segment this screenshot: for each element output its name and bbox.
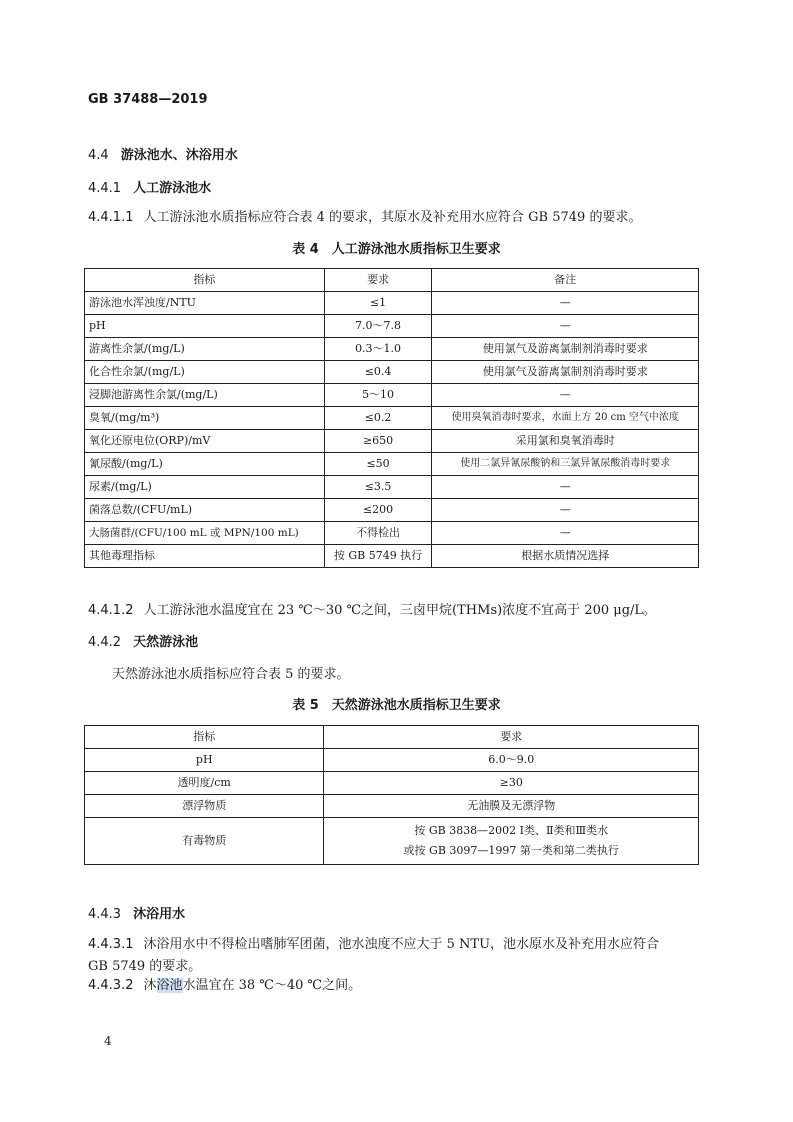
table-row xyxy=(85,545,699,568)
requirement-cell: 7.0～7.8 xyxy=(324,315,432,338)
section-number: 4.4.1 xyxy=(88,181,122,196)
requirement-cell: ≥650 xyxy=(324,430,432,453)
table-4 xyxy=(84,268,699,568)
clause-number: 4.4.3.2 xyxy=(88,978,134,993)
requirement-line: 或按 GB 3097—1997 第一类和第二类执行 xyxy=(403,844,619,857)
table-row xyxy=(85,476,699,499)
requirement-cell: 0.3～1.0 xyxy=(324,338,432,361)
table-header-row xyxy=(85,726,699,749)
indicator-cell: 透明度/cm xyxy=(85,772,324,795)
paragraph-4-4-3-2 xyxy=(88,974,361,993)
indicator-cell: 氧化还原电位(ORP)/mV xyxy=(85,430,325,453)
table-row xyxy=(85,292,699,315)
column-header: 备注 xyxy=(432,269,699,292)
section-4-4-2-heading xyxy=(88,631,198,650)
remark-cell: 采用氯和臭氧消毒时 xyxy=(432,430,699,453)
clause-text: 水温宜在 38 ℃～40 ℃之间。 xyxy=(182,978,362,993)
clause-number: 4.4.1.1 xyxy=(88,210,134,225)
remark-cell: — xyxy=(432,384,699,407)
requirement-line: 按 GB 3838—2002 Ⅰ类、Ⅱ类和Ⅲ类水 xyxy=(414,824,609,837)
standard-header: GB 37488—2019 xyxy=(88,92,208,107)
remark-cell: — xyxy=(432,522,699,545)
selection-highlight[interactable]: 浴池 xyxy=(156,978,183,993)
clause-text: 沐 xyxy=(143,978,157,993)
clause-number: 4.4.1.2 xyxy=(88,603,134,618)
indicator-cell: 大肠菌群/(CFU/100 mL 或 MPN/100 mL) xyxy=(85,522,325,545)
requirement-cell: 无油膜及无漂浮物 xyxy=(324,795,699,818)
indicator-cell: 漂浮物质 xyxy=(85,795,324,818)
table-row xyxy=(85,315,699,338)
requirement-cell: ≤3.5 xyxy=(324,476,432,499)
indicator-cell: pH xyxy=(85,749,324,772)
requirement-cell: ≤200 xyxy=(324,499,432,522)
paragraph-4-4-1-2 xyxy=(88,599,656,618)
table-row xyxy=(85,430,699,453)
requirement-cell: 不得检出 xyxy=(324,522,432,545)
clause-line: GB 5749 的要求。 xyxy=(88,959,202,974)
section-title: 天然游泳池 xyxy=(133,635,199,650)
column-header: 指标 xyxy=(85,269,325,292)
clause-text: 人工游泳池水温度宜在 23 ℃～30 ℃之间，三卤甲烷(THMs)浓度不宜高于 200 μg/L。 xyxy=(143,603,657,618)
indicator-cell: 臭氧/(mg/m³) xyxy=(85,407,325,430)
indicator-cell: 化合性余氯/(mg/L) xyxy=(85,361,325,384)
column-header: 要求 xyxy=(324,726,699,749)
section-number: 4.4 xyxy=(88,148,109,163)
section-title: 沐浴用水 xyxy=(133,907,186,922)
column-header: 指标 xyxy=(85,726,324,749)
remark-cell: 使用臭氧消毒时要求，水面上方 20 cm 空气中浓度 xyxy=(432,407,699,430)
indicator-cell: 氰尿酸/(mg/L) xyxy=(85,453,325,476)
requirement-cell: ≥30 xyxy=(324,772,699,795)
remark-cell: — xyxy=(432,315,699,338)
section-4-4-heading xyxy=(88,144,238,163)
table-row xyxy=(85,499,699,522)
table-4-caption: 表 4 人工游泳池水质指标卫生要求 xyxy=(292,242,501,257)
remark-cell: 使用氯气及游离氯制剂消毒时要求 xyxy=(432,338,699,361)
table-header-row xyxy=(85,269,699,292)
requirement-cell: ≤50 xyxy=(324,453,432,476)
indicator-cell: 游离性余氯/(mg/L) xyxy=(85,338,325,361)
clause-line xyxy=(88,933,708,952)
indicator-cell: 其他毒理指标 xyxy=(85,545,325,568)
paragraph-4-4-2: 天然游泳池水质指标应符合表 5 的要求。 xyxy=(112,667,350,682)
remark-cell: 使用氯气及游离氯制剂消毒时要求 xyxy=(432,361,699,384)
requirement-cell xyxy=(324,818,699,865)
remark-cell: 使用二氯异氰尿酸钠和三氯异氰尿酸消毒时要求 xyxy=(432,453,699,476)
table-row xyxy=(85,749,699,772)
paragraph-4-4-1-1 xyxy=(88,206,641,225)
clause-number: 4.4.3.1 xyxy=(88,937,134,952)
table-row xyxy=(85,361,699,384)
table-row xyxy=(85,818,699,865)
section-number: 4.4.2 xyxy=(88,635,122,650)
requirement-cell: ≤1 xyxy=(324,292,432,315)
remark-cell: — xyxy=(432,476,699,499)
indicator-cell: 游泳池水浑浊度/NTU xyxy=(85,292,325,315)
remark-cell: — xyxy=(432,292,699,315)
table-row xyxy=(85,795,699,818)
section-title: 游泳池水、沐浴用水 xyxy=(120,148,238,163)
requirement-cell: ≤0.2 xyxy=(324,407,432,430)
table-row xyxy=(85,772,699,795)
indicator-cell: 浸脚池游离性余氯/(mg/L) xyxy=(85,384,325,407)
column-header: 要求 xyxy=(324,269,432,292)
section-4-4-1-heading xyxy=(88,177,211,196)
clause-text: 人工游泳池水质指标应符合表 4 的要求，其原水及补充用水应符合 GB 5749 的要求。 xyxy=(143,210,642,225)
table-row xyxy=(85,453,699,476)
page-number: 4 xyxy=(104,1034,112,1048)
section-title: 人工游泳池水 xyxy=(133,181,212,196)
clause-text: 沐浴用水中不得检出嗜肺军团菌，池水浊度不应大于 5 NTU，池水原水及补充用水应符合 xyxy=(143,937,660,952)
table-row xyxy=(85,338,699,361)
section-number: 4.4.3 xyxy=(88,907,122,922)
requirement-cell: ≤0.4 xyxy=(324,361,432,384)
remark-cell: — xyxy=(432,499,699,522)
indicator-cell: 菌落总数/(CFU/mL) xyxy=(85,499,325,522)
table-row xyxy=(85,384,699,407)
table-5-caption: 表 5 天然游泳池水质指标卫生要求 xyxy=(292,698,501,713)
requirement-cell: 6.0～9.0 xyxy=(324,749,699,772)
section-4-4-3-heading xyxy=(88,903,185,922)
table-5 xyxy=(84,725,699,865)
table-row xyxy=(85,407,699,430)
table-row xyxy=(85,522,699,545)
requirement-cell: 5～10 xyxy=(324,384,432,407)
remark-cell: 根据水质情况选择 xyxy=(432,545,699,568)
requirement-cell: 按 GB 5749 执行 xyxy=(324,545,432,568)
indicator-cell: 有毒物质 xyxy=(85,818,324,865)
indicator-cell: pH xyxy=(85,315,325,338)
indicator-cell: 尿素/(mg/L) xyxy=(85,476,325,499)
paragraph-4-4-3-1 xyxy=(88,933,708,974)
